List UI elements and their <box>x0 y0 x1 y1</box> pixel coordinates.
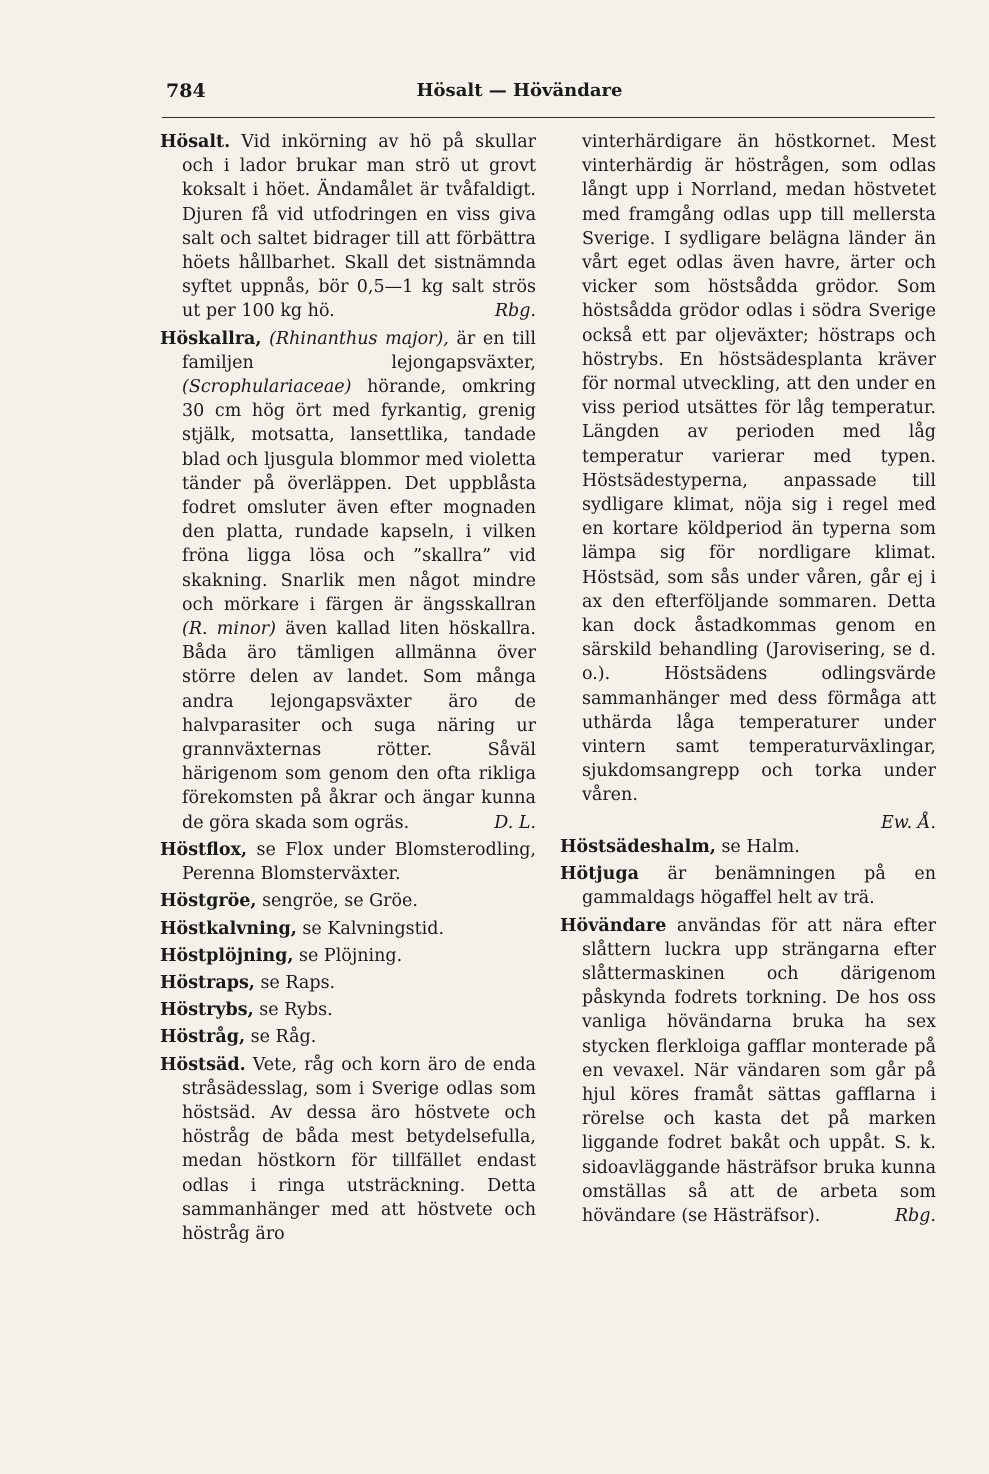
running-head: Hösalt — Hövändare <box>416 80 623 101</box>
entry-text <box>261 329 269 349</box>
entry-hosalt <box>160 130 536 324</box>
author-signature: D. L. <box>494 812 536 833</box>
entry-text: se Råg. <box>245 1027 317 1048</box>
headword: Hövändare <box>560 915 667 936</box>
latin-name: (Rhinanthus major), <box>269 328 449 349</box>
headword: Höstraps, <box>160 972 255 993</box>
entry-text: se Kalvningstid. <box>296 918 445 939</box>
latin-family: (Scrophulariaceae) <box>182 377 352 398</box>
author-signature: Ew. Å. <box>880 812 936 833</box>
headword: Hötjuga <box>560 864 639 885</box>
headword: Höskallra, <box>160 328 262 349</box>
entry-hotjuga <box>560 862 936 910</box>
entry-text: se Raps. <box>254 972 336 993</box>
entry-hostraps <box>160 971 536 995</box>
entry-hostplojning <box>160 944 536 968</box>
entry-hostrybs <box>160 998 536 1022</box>
headword: Höstrybs, <box>160 1000 254 1021</box>
right-column <box>560 130 936 1231</box>
left-column <box>160 130 536 1249</box>
entry-text: även kallad liten höskallra. Båda äro tämligen allmänna över större delen av landet. Som många andra lejongapsväxter äro de halvparasiter och suga näring ur grannväxternas rötter. Såväl härigenom som genom den ofta rikliga förekomsten på åkrar och ängar kunna de göra skada som ogräs. <box>182 619 536 833</box>
headword: Höstkalvning, <box>160 918 297 939</box>
entry-text: se Plöjning. <box>293 945 403 966</box>
entry-hostgroe <box>160 889 536 913</box>
entry-text: Vid inkörning av hö på skullar och i lador brukar man strö ut grovt koksalt i höet. Ändamålet är tvåfaldigt. Djuren få vid utfodringen en viss giva salt och saltet bidrager till att förbättra höets hållbarhet. Skall det sistnämnda syftet uppnås, bör 0,5—1 kg salt strös ut per 100 kg hö. <box>182 132 536 322</box>
entry-text: sengröe, se Gröe. <box>256 891 418 912</box>
entry-text: användas för att nära efter slåttern luckra upp strängarna efter slåttermaskinen och därigenom påskynda fodrets torkning. De hos oss vanliga hövändarna bruka ha sex stycken flerkloiga gafflar monterade på en vevaxel. När vändaren som går på hjul köres framåt sättas gafflarna i rörelse och kasta det på marken liggande fodret bakåt och uppåt. S. k. sidoavläggande hästräfsor bruka kunna omställas så att de arbeta som hövändare (se Hästräfsor). <box>582 915 936 1226</box>
header-rule <box>162 117 935 118</box>
entry-text: är en till familjen lejongapsväxter, <box>182 328 536 373</box>
entry-text: hörande, omkring 30 cm hög ört med fyrkantig, grenig stjälk, motsatta, lansettlika, tandade blad och ljusgula blommor med violetta tänder på överläppen. Det uppblåsta fodret omsluter även efter mognaden den platta, rundade kapseln, i vilken fröna ligga lösa och ”skallra” vid skakning. Snarlik men något mindre och mörkare i färgen är ängsskallran <box>182 377 536 615</box>
latin-name: (R. minor) <box>182 619 276 640</box>
headword: Höstgröe, <box>160 891 257 912</box>
entry-hostsadeshalm <box>560 835 936 859</box>
headword: Höstplöjning, <box>160 945 294 966</box>
entry-text: vinterhärdigare än höstkornet. Mest vinterhärdig är höstrågen, som odlas långt upp i Norrland, medan höstvetet med framgång odlas upp till mellersta Sverige. I sydligare belägna länder än vårt eget odlas även havre, ärter och vicker som höstsådda grödor. Som höstsådda grödor odlas i södra Sverige också ett par oljeväxter; höstraps och höstrybs. En höstsädesplanta kräver för normal utveckling, att den under en viss period utsättes för låg temperatur. Längden av perioden med låg temperatur varierar med typen. Höstsädestyperna, anpassade till sydligare klimat, nöja sig i regel med en kortare köldperiod än typerna som lämpa sig för nordligare klimat. Höstsäd, som sås under våren, går ej i ax den efterföljande sommaren. Detta kan dock åstadkommas genom en särskild behandling (Jarovisering, se d. o.). Höstsädens odlingsvärde sammanhänger med dess förmåga att uthärda låga temperaturer under vintern samt temperaturväxlingar, sjukdomsangrepp och torka under våren. <box>582 132 936 806</box>
entry-hostsad <box>160 1053 536 1247</box>
entry-hoskallra <box>160 327 536 835</box>
entry-text: är benämningen på en gammaldags högaffel helt av trä. <box>582 864 936 909</box>
page-number: 784 <box>166 80 206 102</box>
author-signature: Rbg. <box>894 1205 936 1226</box>
headword: Höstsädeshalm, <box>560 836 716 857</box>
entry-text: Vete, råg och korn äro de enda stråsädesslag, som i Sverige odlas som höstsäd. Av dessa äro höstvete och höstråg de båda mest betydelsefulla, medan höstkorn för tillfället endast odlas i ringa utsträckning. Detta sammanhänger med att höstvete och höstråg äro <box>182 1054 536 1244</box>
entry-hostkalvning <box>160 917 536 941</box>
entry-hostflox <box>160 838 536 886</box>
entry-hovandare <box>560 914 936 1229</box>
headword: Höstflox, <box>160 839 248 860</box>
entry-text: se Halm. <box>715 836 800 857</box>
headword: Höstsäd. <box>160 1054 246 1075</box>
entry-text: se Flox under Blomsterodling, Perenna Blomsterväxter. <box>182 839 536 885</box>
entry-hostrag <box>160 1025 536 1049</box>
headword: Höstråg, <box>160 1027 246 1048</box>
author-signature: Rbg. <box>494 301 536 322</box>
entry-text: se Rybs. <box>253 1000 333 1021</box>
headword: Hösalt. <box>160 132 231 152</box>
entry-hostsad-continued <box>560 130 936 808</box>
